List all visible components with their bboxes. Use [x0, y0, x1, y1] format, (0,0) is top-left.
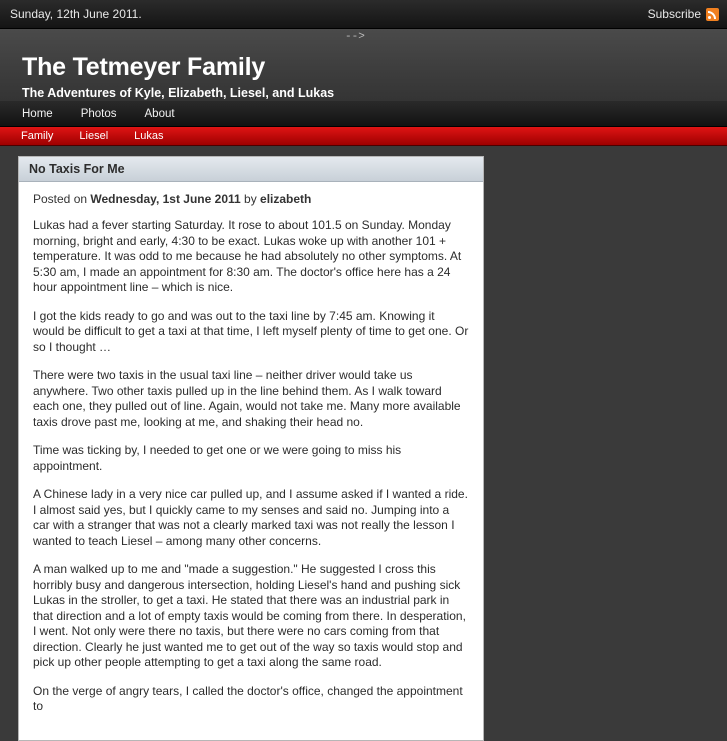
content-area: [0, 146, 727, 741]
rss-icon[interactable]: [706, 8, 719, 21]
primary-navigation: [0, 101, 727, 127]
post-author[interactable]: elizabeth: [260, 192, 312, 206]
post-paragraph: There were two taxis in the usual taxi line – neither driver would take us anywhere. Two other taxis pulled up in the line behind them. As I walk toward each one, they pulled out of line. Again, would not take me. Many more available taxis drove past me, looking at me, and shaking their head no.: [33, 368, 461, 429]
post-paragraph: Lukas had a fever starting Saturday. It rose to about 101.5 on Sunday. Monday morning, bright and early, 4:30 to be exact. Lukas woke up with another 101 + temperature. It was odd to me because he had absolutely no other symptoms. At 5:30 am, I made an appointment for 8:30 am. The doctor's office here has a 24 hour appointment line – which is nice.: [33, 218, 462, 294]
post-meta-prefix: Posted on: [33, 192, 91, 206]
stray-comment-text: -->: [345, 31, 365, 43]
top-bar: [0, 0, 727, 29]
post-paragraph: A man walked up to me and "made a suggestion." He suggested I cross this horribly busy and dangerous intersection, holding Liesel's hand and pushing sick Lukas in the stroller, to get a taxi. He stated that there was an industrial park in that direction and a lot of empty taxis would be coming from there. In desperation, I went. Not only were there no taxis, but there were no cars coming from that direction. Clearly he just wanted me to get out of the way so taxis would stop and pick up other people attempting to get a taxi along the same road.: [33, 562, 466, 669]
nav-item-about[interactable]: About: [144, 107, 175, 120]
nav-item-liesel[interactable]: Liesel: [79, 130, 109, 142]
nav-item-home[interactable]: Home: [22, 107, 53, 120]
post-title[interactable]: No Taxis For Me: [29, 162, 125, 176]
post-paragraph: Time was ticking by, I needed to get one or we were going to miss his appointment.: [33, 443, 402, 473]
secondary-navigation: [0, 127, 727, 146]
post-meta-by: by: [240, 192, 261, 206]
nav-item-lukas[interactable]: Lukas: [134, 130, 164, 142]
current-date: Sunday, 12th June 2011.: [10, 7, 142, 21]
post-paragraph: A Chinese lady in a very nice car pulled up, and I assume asked if I wanted a ride. I almost said yes, but I quickly came to my senses and said no. Jumping into a car with a stranger that was not a clearly marked taxi was not really the lesson I wanted to teach Liesel – among many other concerns.: [33, 487, 468, 548]
nav-item-photos[interactable]: Photos: [80, 107, 117, 120]
post-body: [19, 182, 483, 740]
subscribe-label: Subscribe: [647, 7, 701, 21]
site-header: [0, 29, 727, 101]
site-title: The Tetmeyer Family: [22, 53, 266, 81]
post-header: [19, 157, 483, 182]
post-meta: [33, 192, 469, 206]
post-paragraph: On the verge of angry tears, I called the doctor's office, changed the appointment to: [33, 683, 463, 713]
subscribe-link[interactable]: [648, 7, 719, 21]
nav-item-family[interactable]: Family: [21, 130, 54, 142]
post-date: Wednesday, 1st June 2011: [90, 192, 241, 206]
post-paragraph: I got the kids ready to go and was out to the taxi line by 7:45 am. Knowing it would be difficult to get a taxi at that time, I left myself plenty of time to get one. Or so I thought …: [33, 308, 469, 354]
blog-post: [18, 156, 484, 741]
site-tagline: The Adventures of Kyle, Elizabeth, Liesel, and Lukas: [22, 86, 335, 100]
